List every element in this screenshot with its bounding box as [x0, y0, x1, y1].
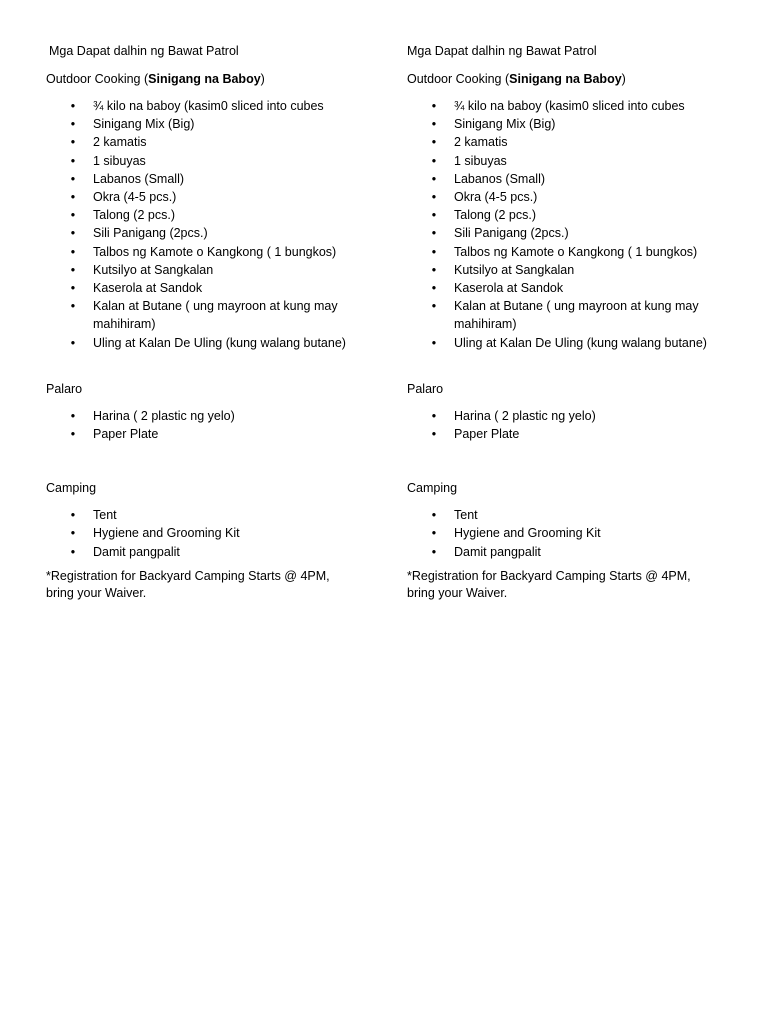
- list-item: [407, 279, 737, 297]
- list-item: [46, 188, 376, 206]
- cooking-dish-name: Sinigang na Baboy: [509, 72, 622, 86]
- bullet-icon: •: [70, 508, 76, 523]
- bullet-icon: •: [70, 526, 76, 541]
- list-item: [46, 297, 376, 333]
- list-item-text: 1 sibuyas: [93, 153, 146, 168]
- bullet-icon: •: [431, 99, 437, 113]
- list-item: [407, 425, 737, 443]
- list-item-text: Kutsilyo at Sangkalan: [454, 262, 575, 277]
- list-item-text: 2 kamatis: [93, 135, 147, 150]
- cooking-list: [46, 97, 376, 352]
- list-item-text: Labanos (Small): [454, 171, 546, 186]
- cooking-heading-prefix: Outdoor Cooking (: [407, 72, 510, 86]
- list-item-text: Kalan at Butane ( ung mayroon at kung may mahihiram): [93, 299, 338, 332]
- bullet-icon: •: [431, 190, 437, 205]
- list-item-text: Sinigang Mix (Big): [454, 117, 556, 132]
- list-item: [46, 97, 376, 115]
- list-item-text: 1 sibuyas: [454, 153, 507, 168]
- list-item: [407, 524, 737, 542]
- list-item-text: Labanos (Small): [93, 171, 185, 186]
- list-item-text: Okra (4-5 pcs.): [93, 190, 177, 205]
- document-title: Mga Dapat dalhin ng Bawat Patrol: [407, 44, 597, 58]
- bullet-icon: •: [70, 99, 76, 113]
- list-item-text: Tent: [454, 508, 478, 523]
- list-item-text: Kalan at Butane ( ung mayroon at kung may mahihiram): [454, 299, 699, 332]
- list-item: [407, 97, 737, 115]
- cooking-list: [407, 97, 737, 352]
- list-item-text: Okra (4-5 pcs.): [454, 190, 538, 205]
- list-item: [407, 334, 737, 352]
- right-column: [407, 42, 737, 602]
- bullet-icon: •: [70, 135, 76, 150]
- list-item: [407, 407, 737, 425]
- bullet-icon: •: [431, 226, 437, 241]
- list-item: [407, 297, 737, 333]
- bullet-icon: •: [431, 408, 437, 423]
- bullet-icon: •: [70, 153, 76, 168]
- cooking-heading-suffix: ): [621, 72, 626, 86]
- camping-heading: Camping: [407, 481, 458, 496]
- bullet-icon: •: [431, 544, 437, 559]
- list-item-text: ¾ kilo na baboy (kasim0 sliced into cubes: [93, 99, 324, 113]
- camping-list: [407, 506, 737, 561]
- bullet-icon: •: [431, 262, 437, 277]
- bullet-icon: •: [70, 427, 76, 442]
- list-item: [407, 170, 737, 188]
- list-item-text: Tent: [93, 508, 117, 523]
- bullet-icon: •: [431, 281, 437, 296]
- bullet-icon: •: [70, 544, 76, 559]
- cooking-dish-name: Sinigang na Baboy: [148, 72, 261, 86]
- list-item: [46, 224, 376, 242]
- bullet-icon: •: [431, 208, 437, 223]
- list-item: [46, 152, 376, 170]
- list-item-text: 2 kamatis: [454, 135, 508, 150]
- list-item-text: Talong (2 pcs.): [454, 208, 536, 223]
- bullet-icon: •: [70, 226, 76, 241]
- left-column: [46, 42, 376, 602]
- bullet-icon: •: [431, 508, 437, 523]
- camping-list: [46, 506, 376, 561]
- list-item-text: Talbos ng Kamote o Kangkong ( 1 bungkos): [454, 244, 698, 259]
- list-item: [46, 543, 376, 561]
- list-item: [407, 188, 737, 206]
- bullet-icon: •: [70, 208, 76, 223]
- document-title: Mga Dapat dalhin ng Bawat Patrol: [49, 44, 239, 58]
- list-item-text: Sili Panigang (2pcs.): [454, 226, 569, 241]
- list-item: [407, 133, 737, 151]
- list-item: [46, 524, 376, 542]
- outdoor-cooking-heading: [407, 70, 737, 88]
- list-item: [46, 334, 376, 352]
- list-item-text: Sili Panigang (2pcs.): [93, 226, 208, 241]
- bullet-icon: •: [70, 117, 76, 132]
- bullet-icon: •: [70, 281, 76, 296]
- bullet-icon: •: [70, 335, 76, 350]
- list-item: [46, 170, 376, 188]
- registration-note: *Registration for Backyard Camping Starts @ 4PM, bring your Waiver.: [407, 568, 691, 600]
- bullet-icon: •: [431, 117, 437, 132]
- list-item: [407, 506, 737, 524]
- list-item: [46, 261, 376, 279]
- bullet-icon: •: [431, 244, 437, 259]
- list-item: [46, 133, 376, 151]
- list-item-text: ¾ kilo na baboy (kasim0 sliced into cubes: [454, 99, 685, 113]
- bullet-icon: •: [431, 526, 437, 541]
- list-item-text: Kutsilyo at Sangkalan: [93, 262, 214, 277]
- list-item-text: Paper Plate: [454, 427, 520, 442]
- list-item: [407, 261, 737, 279]
- list-item: [46, 206, 376, 224]
- list-item-text: Uling at Kalan De Uling (kung walang butane): [454, 335, 707, 350]
- bullet-icon: •: [70, 299, 76, 314]
- outdoor-cooking-heading: [46, 70, 376, 88]
- bullet-icon: •: [431, 153, 437, 168]
- registration-note: *Registration for Backyard Camping Starts @ 4PM, bring your Waiver.: [46, 568, 330, 600]
- list-item: [46, 115, 376, 133]
- list-item: [407, 243, 737, 261]
- list-item-text: Uling at Kalan De Uling (kung walang butane): [93, 335, 346, 350]
- bullet-icon: •: [70, 171, 76, 186]
- list-item: [407, 224, 737, 242]
- list-item-text: Hygiene and Grooming Kit: [454, 526, 601, 541]
- bullet-icon: •: [431, 335, 437, 350]
- list-item-text: Kaserola at Sandok: [93, 281, 203, 296]
- bullet-icon: •: [70, 244, 76, 259]
- list-item: [407, 152, 737, 170]
- list-item: [407, 543, 737, 561]
- palaro-heading: Palaro: [407, 381, 444, 396]
- cooking-heading-prefix: Outdoor Cooking (: [46, 72, 149, 86]
- palaro-list: [407, 407, 737, 443]
- bullet-icon: •: [70, 408, 76, 423]
- list-item-text: Harina ( 2 plastic ng yelo): [454, 408, 596, 423]
- list-item: [46, 425, 376, 443]
- palaro-heading: Palaro: [46, 381, 83, 396]
- palaro-list: [46, 407, 376, 443]
- bullet-icon: •: [431, 427, 437, 442]
- list-item: [46, 506, 376, 524]
- bullet-icon: •: [431, 171, 437, 186]
- list-item-text: Kaserola at Sandok: [454, 281, 564, 296]
- list-item: [407, 115, 737, 133]
- list-item: [46, 407, 376, 425]
- list-item-text: Talbos ng Kamote o Kangkong ( 1 bungkos): [93, 244, 337, 259]
- list-item-text: Paper Plate: [93, 427, 159, 442]
- list-item-text: Damit pangpalit: [454, 544, 541, 559]
- list-item: [46, 279, 376, 297]
- list-item-text: Damit pangpalit: [93, 544, 180, 559]
- list-item-text: Talong (2 pcs.): [93, 208, 175, 223]
- bullet-icon: •: [431, 135, 437, 150]
- bullet-icon: •: [70, 190, 76, 205]
- list-item-text: Harina ( 2 plastic ng yelo): [93, 408, 235, 423]
- bullet-icon: •: [431, 299, 437, 314]
- list-item: [407, 206, 737, 224]
- bullet-icon: •: [70, 262, 76, 277]
- list-item-text: Hygiene and Grooming Kit: [93, 526, 240, 541]
- camping-heading: Camping: [46, 481, 97, 496]
- list-item-text: Sinigang Mix (Big): [93, 117, 195, 132]
- cooking-heading-suffix: ): [260, 72, 265, 86]
- list-item: [46, 243, 376, 261]
